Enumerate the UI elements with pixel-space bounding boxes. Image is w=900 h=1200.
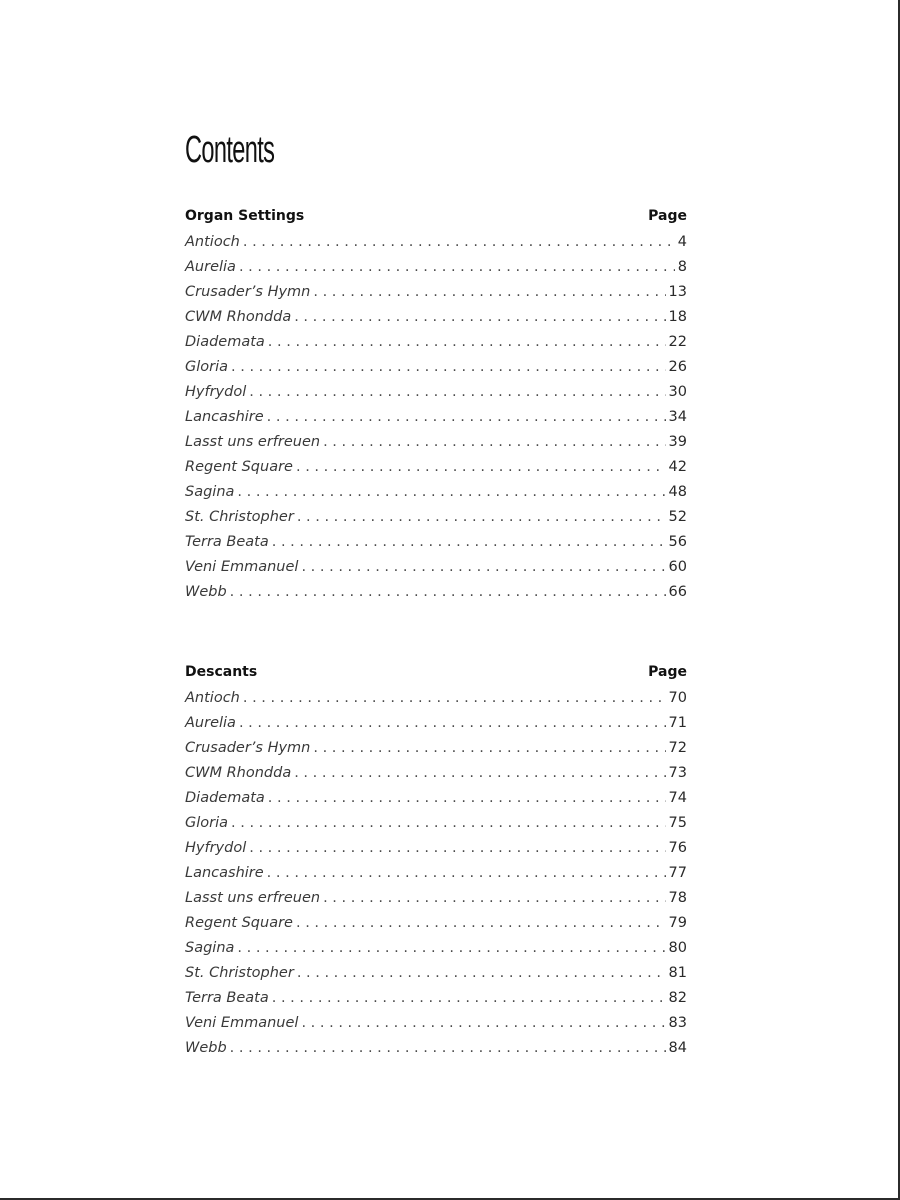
toc-entry-page-number: 79 — [668, 915, 687, 931]
toc-entry-title: Gloria — [185, 359, 229, 375]
dot-leader — [272, 530, 666, 555]
toc-entry-page-number: 56 — [668, 534, 687, 550]
toc-entry — [185, 986, 687, 1011]
toc-entry-title: Antioch — [185, 690, 240, 706]
toc-entry — [185, 405, 687, 430]
toc-entry — [185, 911, 687, 936]
toc-entry — [185, 580, 687, 605]
page-title: Contents — [185, 129, 275, 171]
toc-entry — [185, 861, 687, 886]
toc-entry-page-number: 70 — [668, 690, 687, 706]
toc-entry-page-number: 66 — [668, 584, 687, 600]
toc-entry — [185, 455, 687, 480]
dot-leader — [268, 330, 666, 355]
dot-leader — [296, 911, 666, 936]
section-header — [185, 206, 687, 226]
toc-entry — [185, 961, 687, 986]
dot-leader — [268, 786, 666, 811]
toc-entry — [185, 886, 687, 911]
toc-entry-page-number: 84 — [668, 1040, 687, 1056]
toc-entry-title: Veni Emmanuel — [185, 559, 299, 575]
toc-entry-title: Lasst uns erfreuen — [185, 890, 321, 906]
toc-entry-title: Crusader’s Hymn — [185, 284, 311, 300]
toc-entry-title: Terra Beata — [185, 534, 269, 550]
toc-entry-list — [185, 686, 687, 1061]
toc-entry-page-number: 72 — [668, 740, 687, 756]
toc-entry — [185, 786, 687, 811]
dot-leader — [313, 736, 665, 761]
toc-entry-title: St. Christopher — [185, 509, 294, 525]
toc-entry-title: Gloria — [185, 815, 229, 831]
toc-entry — [185, 1011, 687, 1036]
toc-entry-title: Aurelia — [185, 715, 236, 731]
toc-section-organ-settings — [185, 206, 687, 605]
toc-entry-title: Regent Square — [185, 915, 293, 931]
section-heading: Organ Settings — [185, 208, 305, 224]
dot-leader — [249, 836, 665, 861]
toc-entry-page-number: 83 — [668, 1015, 687, 1031]
toc-entry — [185, 355, 687, 380]
toc-entry — [185, 530, 687, 555]
toc-entry-title: Diademata — [185, 334, 265, 350]
dot-leader — [294, 305, 665, 330]
toc-entry-page-number: 78 — [668, 890, 687, 906]
toc-entry-page-number: 34 — [668, 409, 687, 425]
dot-leader — [230, 580, 666, 605]
toc-entry-title: Hyfrydol — [185, 384, 247, 400]
dot-leader — [230, 1036, 666, 1061]
toc-entry-title: Antioch — [185, 234, 240, 250]
toc-entry-page-number: 77 — [668, 865, 687, 881]
toc-entry-title: Lasst uns erfreuen — [185, 434, 321, 450]
dot-leader — [294, 761, 665, 786]
dot-leader — [297, 961, 666, 986]
dot-leader — [267, 405, 666, 430]
toc-entry-list — [185, 230, 687, 605]
dot-leader — [272, 986, 666, 1011]
toc-entry-page-number: 71 — [668, 715, 687, 731]
dot-leader — [296, 455, 666, 480]
toc-entry-page-number: 82 — [668, 990, 687, 1006]
toc-entry-title: Diademata — [185, 790, 265, 806]
section-header — [185, 662, 687, 682]
toc-entry — [185, 936, 687, 961]
toc-entry-page-number: 13 — [668, 284, 687, 300]
dot-leader — [323, 430, 665, 455]
toc-entry-title: Sagina — [185, 484, 235, 500]
toc-entry-title: Sagina — [185, 940, 235, 956]
toc-entry-title: Aurelia — [185, 259, 236, 275]
toc-entry-page-number: 22 — [668, 334, 687, 350]
dot-leader — [301, 1011, 665, 1036]
toc-entry-title: Regent Square — [185, 459, 293, 475]
toc-entry-title: Lancashire — [185, 409, 264, 425]
toc-entry-title: Hyfrydol — [185, 840, 247, 856]
toc-entry-page-number: 76 — [668, 840, 687, 856]
page-column-label: Page — [648, 208, 687, 224]
toc-entry — [185, 305, 687, 330]
toc-section-descants — [185, 662, 687, 1061]
dot-leader — [297, 505, 666, 530]
toc-entry-title: Crusader’s Hymn — [185, 740, 311, 756]
toc-entry-page-number: 74 — [668, 790, 687, 806]
dot-leader — [301, 555, 665, 580]
dot-leader — [237, 480, 665, 505]
toc-entry — [185, 280, 687, 305]
toc-entry-page-number: 30 — [668, 384, 687, 400]
toc-entry-page-number: 18 — [668, 309, 687, 325]
toc-entry-title: Lancashire — [185, 865, 264, 881]
dot-leader — [239, 255, 675, 280]
toc-entry-title: CWM Rhondda — [185, 309, 292, 325]
toc-entry-title: Terra Beata — [185, 990, 269, 1006]
toc-entry — [185, 1036, 687, 1061]
toc-entry-title: Webb — [185, 1040, 227, 1056]
toc-entry-title: Webb — [185, 584, 227, 600]
toc-entry — [185, 761, 687, 786]
dot-leader — [313, 280, 665, 305]
dot-leader — [243, 686, 666, 711]
toc-entry — [185, 736, 687, 761]
toc-entry — [185, 480, 687, 505]
dot-leader — [323, 886, 665, 911]
toc-entry — [185, 711, 687, 736]
toc-entry-page-number: 73 — [668, 765, 687, 781]
toc-entry — [185, 230, 687, 255]
toc-entry-page-number: 8 — [677, 259, 687, 275]
toc-entry-page-number: 75 — [668, 815, 687, 831]
toc-entry-page-number: 48 — [668, 484, 687, 500]
dot-leader — [249, 380, 665, 405]
toc-entry — [185, 555, 687, 580]
toc-entry-page-number: 80 — [668, 940, 687, 956]
toc-entry — [185, 380, 687, 405]
toc-entry-title: Veni Emmanuel — [185, 1015, 299, 1031]
toc-entry-page-number: 60 — [668, 559, 687, 575]
dot-leader — [267, 861, 666, 886]
page-column-label: Page — [648, 664, 687, 680]
dot-leader — [243, 230, 675, 255]
toc-entry — [185, 255, 687, 280]
dot-leader — [239, 711, 666, 736]
toc-entry-page-number: 39 — [668, 434, 687, 450]
toc-entry-title: CWM Rhondda — [185, 765, 292, 781]
toc-entry — [185, 505, 687, 530]
toc-entry-title: St. Christopher — [185, 965, 294, 981]
dot-leader — [231, 811, 666, 836]
section-heading: Descants — [185, 664, 258, 680]
toc-entry — [185, 811, 687, 836]
toc-entry-page-number: 81 — [668, 965, 687, 981]
dot-leader — [231, 355, 666, 380]
toc-entry — [185, 430, 687, 455]
toc-entry-page-number: 52 — [668, 509, 687, 525]
toc-entry — [185, 836, 687, 861]
dot-leader — [237, 936, 665, 961]
toc-entry-page-number: 4 — [677, 234, 687, 250]
toc-entry-page-number: 42 — [668, 459, 687, 475]
toc-entry-page-number: 26 — [668, 359, 687, 375]
toc-entry — [185, 686, 687, 711]
toc-entry — [185, 330, 687, 355]
